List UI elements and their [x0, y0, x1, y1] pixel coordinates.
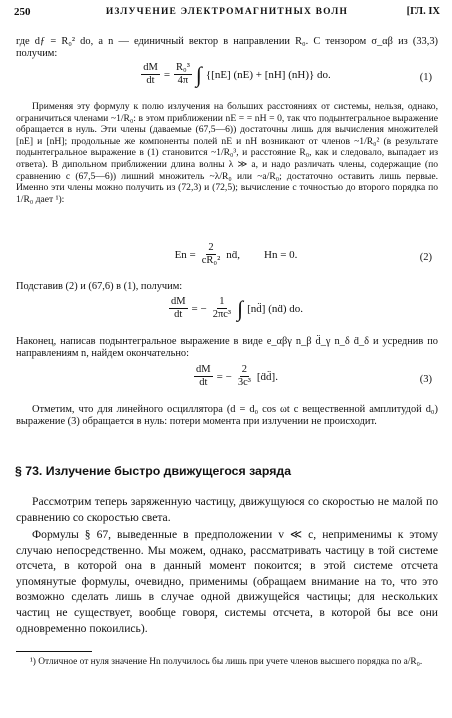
eq1-coefficient: $\frac{\text{R₀³}}{4\pi}$ [176, 62, 190, 86]
running-title: ИЗЛУЧЕНИЕ ЭЛЕКТРОМАГНИТНЫХ ВОЛН [105, 7, 349, 17]
footnote: ¹) Отличное от нуля значение Hn получилось бы лишь при учете членов высшего порядка по a/R₀. [30, 657, 423, 667]
eq1-lhs-fraction: $\frac{dM}{dt}$ [143, 62, 158, 86]
equation-number-2: (2) [419, 252, 432, 263]
integral-sign: ∫ [237, 295, 244, 321]
equation-number-3: (3) [419, 374, 432, 385]
equation-2: En = $\frac{2}{\text{cR₀²}}$ nḋ, Hn = 0. (2) [174, 242, 432, 266]
paragraph-substitution: Подставив (2) и (67,6) в (1), получим: [16, 281, 183, 292]
paragraph-averaging: Наконец, написав подынтегральное выражение в виде e_αβγ n_β d̈_γ n_δ ḋ_δ и усреднив по направлениям n, найдем окончательно: [16, 336, 438, 360]
paragraph-intro: где dƒ = R₀² do, a n — единичный вектор в направлении R₀. С тензором σ_αβ из (33,3) получим: [16, 36, 438, 60]
running-head [14, 6, 440, 22]
equation-4: $\frac{dM}{dt}$ = − $\frac{2}{\text{3c³}}$ [ḋd̈]. (3) [196, 364, 432, 388]
chapter-label: [ГЛ. IX [406, 6, 440, 17]
equation-1: $\frac{dM}{dt}$ = $\frac{\text{R₀³}}{4\pi}$ ∫ {[nE] (nE) + [nH] (nH)} do. (1) [143, 61, 432, 87]
footnote-rule [16, 651, 92, 652]
page-number: 250 [14, 6, 31, 18]
equation-number-1: (1) [419, 72, 432, 83]
eq2-fraction: $\frac{2}{\text{cR₀²}}$ [201, 242, 221, 266]
equation-3: $\frac{dM}{dt}$ = − $\frac{1}{\text{2πc³}}$ ∫ [nd̈] (nḋ) do. [170, 295, 304, 321]
paragraph-section-body: Формулы § 67, выведенные в предположении v ≪ c, неприменимы к этому случаю непосредственно. Мы можем, однако, рассматривать частицу в той системе отсчета, в которой она в данный момент покоится; в этой системе отсчета упомянутые формулы, очевидно, применимы (обращаем внимание на то, что это возможно сделать лишь в случае одной движущейся частицы; для нескольких частиц не существует, вообще говоря, системы отсчета, в которой бы все они одновременно покоились). [16, 528, 438, 635]
section-heading: § 73. Излучение быстро движущегося заряда [15, 464, 292, 478]
eq1-integrand: {[nE] (nE) + [nH] (nH)} do. [205, 68, 331, 81]
paragraph-explanation: Применяя эту формулу к полю излучения на больших расстояниях от системы, нельзя, однако, ограничиться членами ~1/R₀: в этом приближении nE = = nH = 0, так что подынтегральное выражение обращается в нуль. Эти члены (даваемые (67,5—6)) достаточны лишь для вычисления множителей [nE] и [nH]; продольные же компоненты полей nE и nH возникают от членов ~1/R₀² (в результате подынтегральное выражение в (1) становится ~1/R₀³, и расстояние R₀, как и следовало, выпадает из ответа). В дипольном приближении длина волны λ ≫ a, и надо различать члены, содержащие (по сравнению с (67,5—6)) лишний множитель ~λ/R₀ или ~a/R₀; достаточно оставить лишь первые. Именно эти члены можно получить из (72,3) и (72,5); вычисление с точностью до второго порядка по 1/R₀ дает ¹): [16, 101, 438, 205]
paragraph-section-intro: Рассмотрим теперь заряженную частицу, движущуюся со скоростью не малой по сравнению со скоростью света. [16, 495, 438, 524]
paragraph-oscillator-note: Отметим, что для линейного осциллятора (d = d₀ cos ωt с вещественной амплитудой d₀) выражение (3) обращается в нуль: потери момента при излучении не происходит. [16, 404, 438, 428]
integral-sign: ∫ [195, 61, 202, 87]
